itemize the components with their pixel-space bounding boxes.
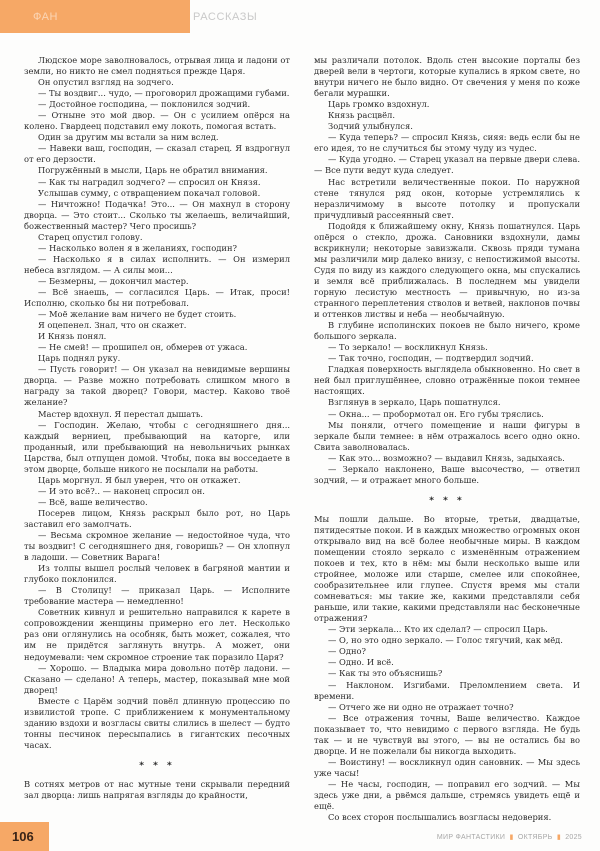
paragraph: — Ты воздвиг... чудо, — проговорил дрожащими губами. [38, 88, 290, 99]
paragraph: Советник кивнул и решительно направился к карете в сопровождении женщины примерно его лет. Несколько раз они оглянулись на особняк, быть может, сожалея, что им не придётся заглянуть внутрь. А может, они недоумевали: чем скромное строение так поразило Царя? [24, 607, 290, 662]
paragraph: Со всех сторон послышались возгласы недоверия. [328, 812, 552, 823]
magazine-footer [437, 833, 582, 841]
paragraph: Я оцепенел. Знал, что он скажет. [38, 320, 187, 331]
paragraph: В сотнях метров от нас мутные тени скрывали передний зал дворца: лишь напрягая взгляды до крайности, [24, 778, 290, 800]
paragraph: — Эти зеркала... Кто их сделал? — спросил Царь. [328, 624, 548, 635]
paragraph: Взглянув в зеркало, Царь пошатнулся. [328, 397, 501, 408]
paragraph: — Достойное господина, — поклонился зодчий. [38, 99, 251, 110]
paragraph: Услышав сумму, с отвращением покачал головой. [38, 187, 261, 198]
paragraph: — В Столицу! — приказал Царь. — Исполните требование мастера — немедленно! [24, 585, 290, 607]
right-text-column [314, 55, 580, 823]
paragraph: — Моё желание вам ничего не будет стоить. [38, 309, 237, 320]
paragraph: Из толпы вышел рослый человек в багряной мантии и глубоко поклонился. [24, 563, 290, 585]
paragraph: — Навеки ваш, господин, — сказал старец. Я вздрогнул от его дерзости. [24, 143, 290, 165]
paragraph: — Как это... возможно? — выдавил Князь, задыхаясь. [328, 452, 565, 463]
left-text-column [24, 55, 290, 801]
paragraph: — Воистину! — воскликнул один сановник. — Мы здесь уже часы! [314, 756, 580, 778]
paragraph: — О, но это одно зеркало. — Голос тягучий, как мёд. [328, 635, 563, 646]
paragraph: — Насколько я в силах исполнить. — Он измерил небеса взглядом. — А силы мои... [24, 253, 290, 275]
paragraph: — И это всё?.. — наконец спросил он. [38, 485, 205, 496]
header-accent-slant [160, 0, 186, 33]
paragraph: — Так точно, господин, — подтвердил зодчий. [328, 353, 534, 364]
paragraph: Посерев лицом, Князь раскрыл было рот, но Царь заставил его замолчать. [24, 507, 290, 529]
paragraph: — Куда угодно. — Старец указал на первые двери слева. — Все пути ведут куда следует. [314, 154, 580, 176]
paragraph: — Насколько волен я в желаниях, господин? [38, 242, 237, 253]
paragraph: — Все отражения точны, Ваше величество. Каждое показывает то, что невидимо с первого взгляда. Не будь так — и не чувствуй вы этого, — вы не остались бы во дворце. И не пожелали бы никогда выходить. [314, 712, 580, 756]
paragraph: — Одно. И всё. [328, 657, 394, 668]
paragraph: Один за другим мы встали за ним вслед. [38, 132, 219, 143]
section-label: ФАН [33, 11, 58, 23]
paragraph: Гладкая поверхность выглядела обыкновенно. Но свет в ней был приглушённее, словно отражённые покои темнее настоящих. [314, 364, 580, 397]
paragraph: — Всё, ваше величество. [38, 496, 148, 507]
paragraph: — Весьма скромное желание — недостойное чуда, что ты воздвиг! С сегодняшнего дня, говоришь? — Он хлопнул в ладоши. — Советник Варага! [24, 530, 290, 563]
paragraph: — Пусть говорит! — Он указал на невидимые вершины дворца. — Разве можно потребовать слишком много в награду за такой дворец? Говори, мастер. Каково твоё желание? [24, 364, 290, 408]
paragraph: Царь поднял руку. [38, 353, 121, 364]
paragraph: — Отныне это мой двор. — Он с усилием опёрся на колено. Гвардеец подставил ему локоть, помогая встать. [24, 110, 290, 132]
paragraph: — Всё знаешь, — согласился Царь. — Итак, проси! Исполню, сколько бы ни потребовал. [24, 286, 290, 309]
paragraph: Князь расцвёл. [328, 110, 395, 121]
paragraph: В глубине исполинских покоев не было ничего, кроме большого зеркала. [314, 320, 580, 342]
paragraph: — Как ты это объяснишь? [328, 668, 443, 679]
paragraph: — Окна... — пробормотал он. Его губы тряслись. [328, 408, 544, 419]
magazine-title: МИР ФАНТАСТИКИ [436, 834, 506, 841]
issue-year: 2025 [565, 834, 582, 841]
paragraph: — Хорошо. — Владыка мира довольно потёр ладони. — Сказано — сделано! А теперь, мастер, показывай мне мой дворец! [24, 662, 290, 695]
paragraph: — Безмерны, — докончил мастер. [38, 275, 189, 286]
footer-separator: ▮ [556, 834, 561, 841]
section-separator: * * * [139, 760, 175, 771]
paragraph: — Не смей! — прошипел он, обмерев от ужаса. [38, 342, 248, 353]
paragraph: — Зеркало наклонено, Ваше высочество, — ответил зодчий, — и отражает много больше. [314, 463, 580, 485]
page-number: 106 [12, 829, 34, 844]
paragraph: Людское море заволновалось, отрывая лица и ладони от земли, но никто не смел подняться прежде Царя. [24, 55, 290, 77]
paragraph: И Князь понял. [38, 331, 107, 342]
issue-month: ОКТЯБРЬ [517, 834, 553, 841]
paragraph: Он опустил взгляд на зодчего. [38, 77, 174, 88]
paragraph: — Господин. Желаю, чтобы с сегодняшнего дня... каждый верниец, пребывающий на каторге, или проданный, или пребывающий на невольничьих рынках Царства, был отпущен домой. Чтобы, пока вы восседаете в этом дворце, больше никого не посылали на работы. [24, 419, 290, 474]
paragraph: Мастер вдохнул. Я перестал дышать. [38, 408, 204, 419]
paragraph: Вместе с Царём зодчий повёл длинную процессию по извилистой тропе. С приближением к монументальному зданию вздохи и возгласы свиты слились в шелест — будто тонны песчинок пересыпались в гигантских песочных часах. [24, 695, 290, 750]
paragraph: Мы пошли дальше. Во вторые, третьи, двадцатые, пятидесятые покои. И в каждых множество огромных окон открывало вид на всё более необычные миры. В каждом помещении стояло зеркало с изменённым отражением покоев и тех, кто в нём: мы были несколько выше или стройнее, моложе или старше, смелее или спокойнее, сообразительнее или глупее. Спустя время мы стали сомневаться: мы такие же, какими представляли себя раньше, или такие, какими представляли нас бесконечные отражения? [314, 513, 580, 624]
paragraph: — То зеркало! — воскликнул Князь. [328, 342, 488, 353]
paragraph: — Куда теперь? — спросил Князь, сияя: ведь если бы не его идея, то не случиться бы этому чуду из чудес. [314, 132, 580, 154]
paragraph: — Наклоном. Изгибами. Преломлением света. И времени. [314, 679, 580, 701]
paragraph: Старец опустил голову. [38, 231, 143, 242]
paragraph: Погружённый в мысли, Царь не обратил внимания. [38, 165, 268, 176]
paragraph: Подойдя к ближайшему окну, Князь пошатнулся. Царь опёрся о стекло, дрожа. Сановники вздохнули, дамы вскрикнули; некоторые завизжали. Сквозь пряди тумана мы различили мир далеко внизу, с непостижимой высоты. Судя по виду из каждого следующего окна, мы спускались и земля всё приближалась. В последнем мы увидели горную лесистую местность — привычную, но из-за странного переплетения стволов и ветвей, наклонов почвы и оттенков листвы и неба — необычайную. [314, 220, 580, 320]
paragraph: — Отчего же ни одно не отражает точно? [328, 701, 514, 712]
section-separator: * * * [429, 495, 465, 506]
paragraph: Царь моргнул. Я был уверен, что он откажет. [38, 474, 241, 485]
category-label: РАССКАЗЫ [193, 11, 258, 23]
paragraph: — Одно? [328, 646, 367, 657]
paragraph: Нас встретили величественные покои. По наружной стене тянулся ряд окон, которые устремлялись к неразличимому в высоте потолку и пропускали причудливый рассеянный свет. [314, 176, 580, 220]
paragraph: Мы поняли, отчего помещение и наши фигуры в зеркале были темнее: в нём отражалось всего одно окно. Свита заволновалась. [314, 419, 580, 452]
paragraph: мы различали потолок. Вдоль стен высокие порталы без дверей вели в чертоги, которые купались в ярком свете, но внутри ничего не было видно. От свечения у меня по коже бегали мурашки. [314, 55, 580, 99]
paragraph: — Как ты наградил зодчего? — спросил он Князя. [38, 176, 261, 187]
footer-separator: ▮ [509, 834, 514, 841]
paragraph: Царь громко вздохнул. [328, 99, 430, 110]
paragraph: — Ничтожно! Подачка! Это... — Он махнул в сторону дворца. — Это стоит... Сколько ты желаешь, величайший, божественный мастер? Чего просишь? [24, 198, 290, 231]
paragraph: — Не часы, господин, — поправил его зодчий. — Мы здесь уже дни, а рвёмся дальше, стремясь увидеть ещё и ещё. [314, 778, 580, 812]
paragraph: Зодчий улыбнулся. [328, 121, 413, 132]
